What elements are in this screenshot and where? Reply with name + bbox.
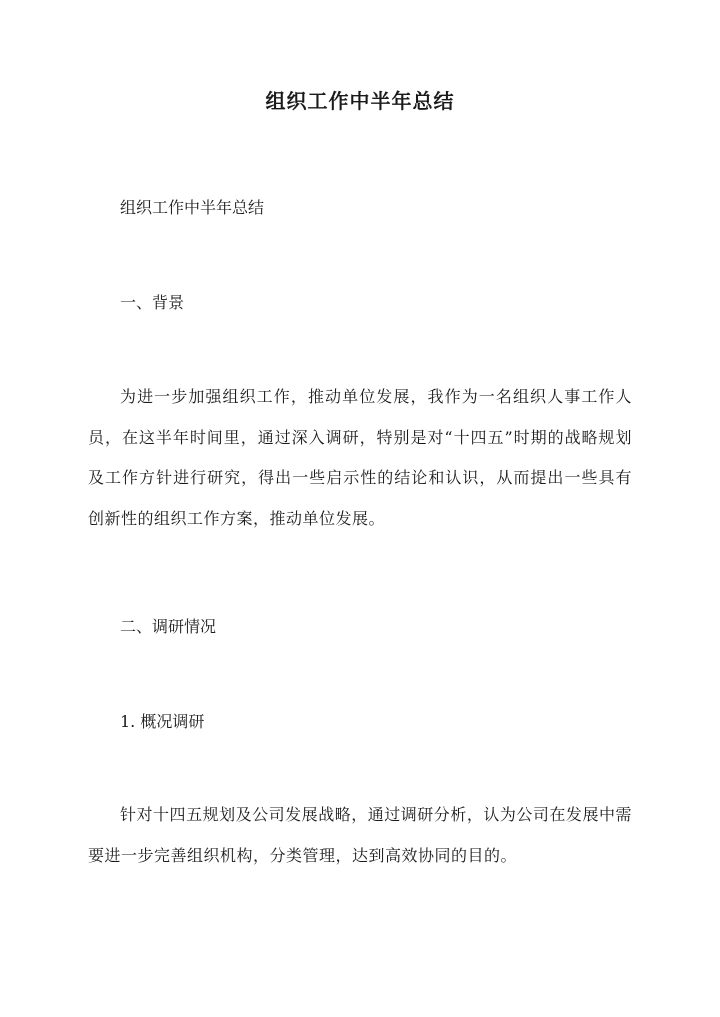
overview-paragraph: 针对十四五规划及公司发展战略，通过调研分析，认为公司在发展中需要进一步完善组织机构，分类管理，达到高效协同的目的。 bbox=[88, 805, 632, 865]
document-subtitle: 组织工作中半年总结 bbox=[120, 198, 265, 217]
section-heading-research: 二、调研情况 bbox=[120, 617, 217, 636]
background-paragraph: 为进一步加强组织工作，推动单位发展，我作为一名组织人事工作人员，在这半年时间里，通过深入调研，特别是对“十四五”时期的战略规划及工作方针进行研究，得出一些启示性的结论和认识，从而提出一些具有创新性的组织工作方案，推动单位发展。 bbox=[88, 387, 632, 528]
subsection-heading-overview: 1. 概况调研 bbox=[120, 712, 205, 731]
document-title: 组织工作中半年总结 bbox=[265, 89, 455, 113]
section-heading-background: 一、背景 bbox=[120, 293, 185, 312]
